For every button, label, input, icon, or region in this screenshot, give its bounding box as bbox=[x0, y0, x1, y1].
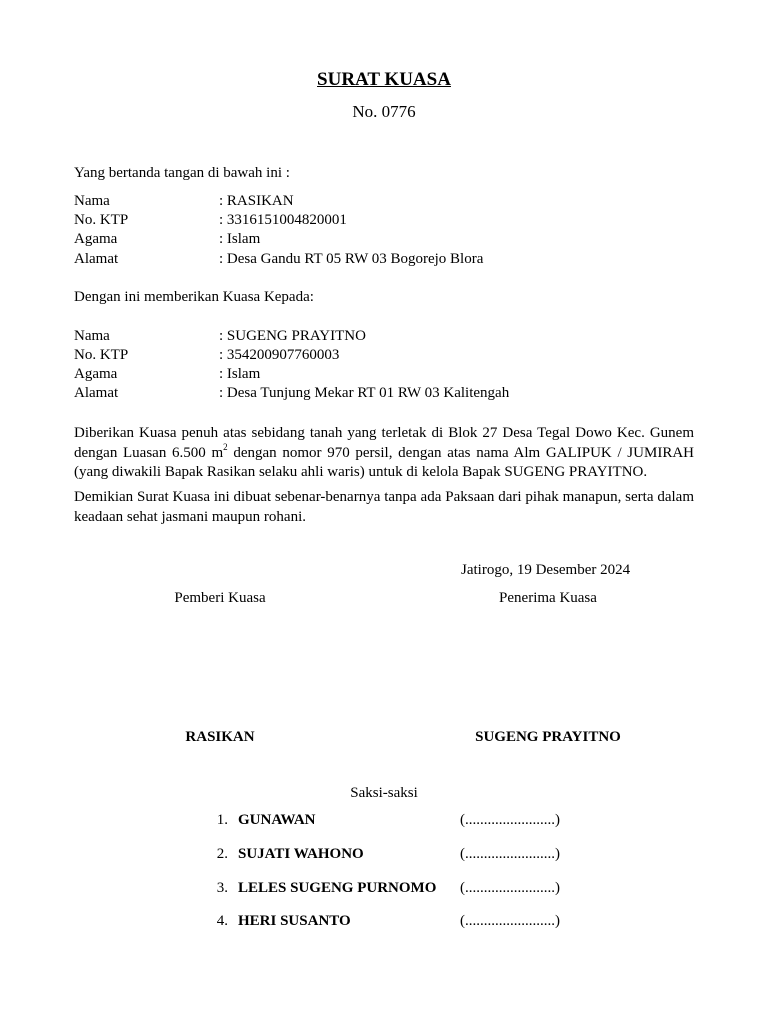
grantee-row-religion bbox=[74, 366, 714, 386]
witness-number: 3. bbox=[216, 880, 228, 896]
field-label: Alamat bbox=[74, 385, 119, 401]
grantee-signature-name: SUGENG PRAYITNO bbox=[475, 729, 621, 745]
document-number: No. 0776 bbox=[352, 102, 416, 121]
witness-signature-line: (........................) bbox=[460, 913, 560, 929]
grantor-signature-name: RASIKAN bbox=[185, 729, 255, 745]
grantor-row-religion bbox=[74, 231, 714, 251]
witness-number: 4. bbox=[216, 913, 228, 929]
intro-text: Yang bertanda tangan di bawah ini : bbox=[74, 165, 290, 181]
field-value: : 3316151004820001 bbox=[219, 212, 347, 228]
witness-row bbox=[0, 880, 768, 900]
grantee-row-address bbox=[74, 385, 714, 405]
grantor-label: Pemberi Kuasa bbox=[174, 590, 266, 606]
field-value: : SUGENG PRAYITNO bbox=[219, 328, 366, 344]
field-label: Agama bbox=[74, 366, 118, 382]
witness-signature-line: (........................) bbox=[460, 846, 560, 862]
area-unit-superscript: 2 bbox=[223, 441, 228, 452]
mandate-text-part1: Diberikan Kuasa penuh atas sebidang tanah yang terletak di Blok 27 Desa Tegal Dowo Kec. Gunem dengan Luasan 6.500 m bbox=[74, 425, 694, 461]
field-label: Nama bbox=[74, 193, 110, 209]
grantor-row-ktp bbox=[74, 212, 714, 232]
field-value: : Desa Tunjung Mekar RT 01 RW 03 Kalitengah bbox=[219, 385, 510, 401]
field-value: : 354200907760003 bbox=[219, 347, 340, 363]
witnesses-heading: Saksi-saksi bbox=[350, 785, 418, 801]
field-label: No. KTP bbox=[74, 347, 129, 363]
grantee-row-ktp bbox=[74, 347, 714, 367]
grantor-row-address bbox=[74, 251, 714, 271]
witness-signature-line: (........................) bbox=[460, 880, 560, 896]
witness-name: SUJATI WAHONO bbox=[238, 846, 364, 862]
closing-paragraph: Demikian Surat Kuasa ini dibuat sebenar-benarnya tanpa ada Paksaan dari pihak manapun, serta dalam keadaan sehat jasmani maupun rohani. bbox=[74, 489, 694, 525]
field-value: : Islam bbox=[219, 366, 261, 382]
witness-row bbox=[0, 812, 768, 832]
document-title: SURAT KUASA bbox=[317, 69, 451, 90]
field-label: No. KTP bbox=[74, 212, 129, 228]
field-value: : RASIKAN bbox=[219, 193, 294, 209]
witness-name: GUNAWAN bbox=[238, 812, 316, 828]
witness-name: LELES SUGENG PURNOMO bbox=[238, 880, 437, 896]
transition-text: Dengan ini memberikan Kuasa Kepada: bbox=[74, 289, 314, 305]
place-date: Jatirogo, 19 Desember 2024 bbox=[461, 562, 631, 578]
witness-number: 1. bbox=[216, 812, 228, 828]
field-label: Alamat bbox=[74, 251, 119, 267]
field-label: Agama bbox=[74, 231, 118, 247]
grantee-label: Penerima Kuasa bbox=[499, 590, 597, 606]
witness-row bbox=[0, 913, 768, 933]
mandate-text-part2: dengan nomor 970 persil, dengan atas nama Alm GALIPUK / JUMIRAH (yang diwakili Bapak Rasikan selaku ahli waris) untuk di kelola Bapak SUGENG PRAYITNO. bbox=[74, 444, 694, 480]
witness-number: 2. bbox=[216, 846, 228, 862]
witness-signature-line: (........................) bbox=[460, 812, 560, 828]
field-label: Nama bbox=[74, 328, 110, 344]
grantee-row-name bbox=[74, 328, 714, 348]
field-value: : Islam bbox=[219, 231, 261, 247]
mandate-paragraph bbox=[74, 424, 694, 483]
witness-row bbox=[0, 846, 768, 866]
field-value: : Desa Gandu RT 05 RW 03 Bogorejo Blora bbox=[219, 251, 484, 267]
witness-name: HERI SUSANTO bbox=[238, 913, 351, 929]
grantor-row-name bbox=[74, 193, 714, 213]
